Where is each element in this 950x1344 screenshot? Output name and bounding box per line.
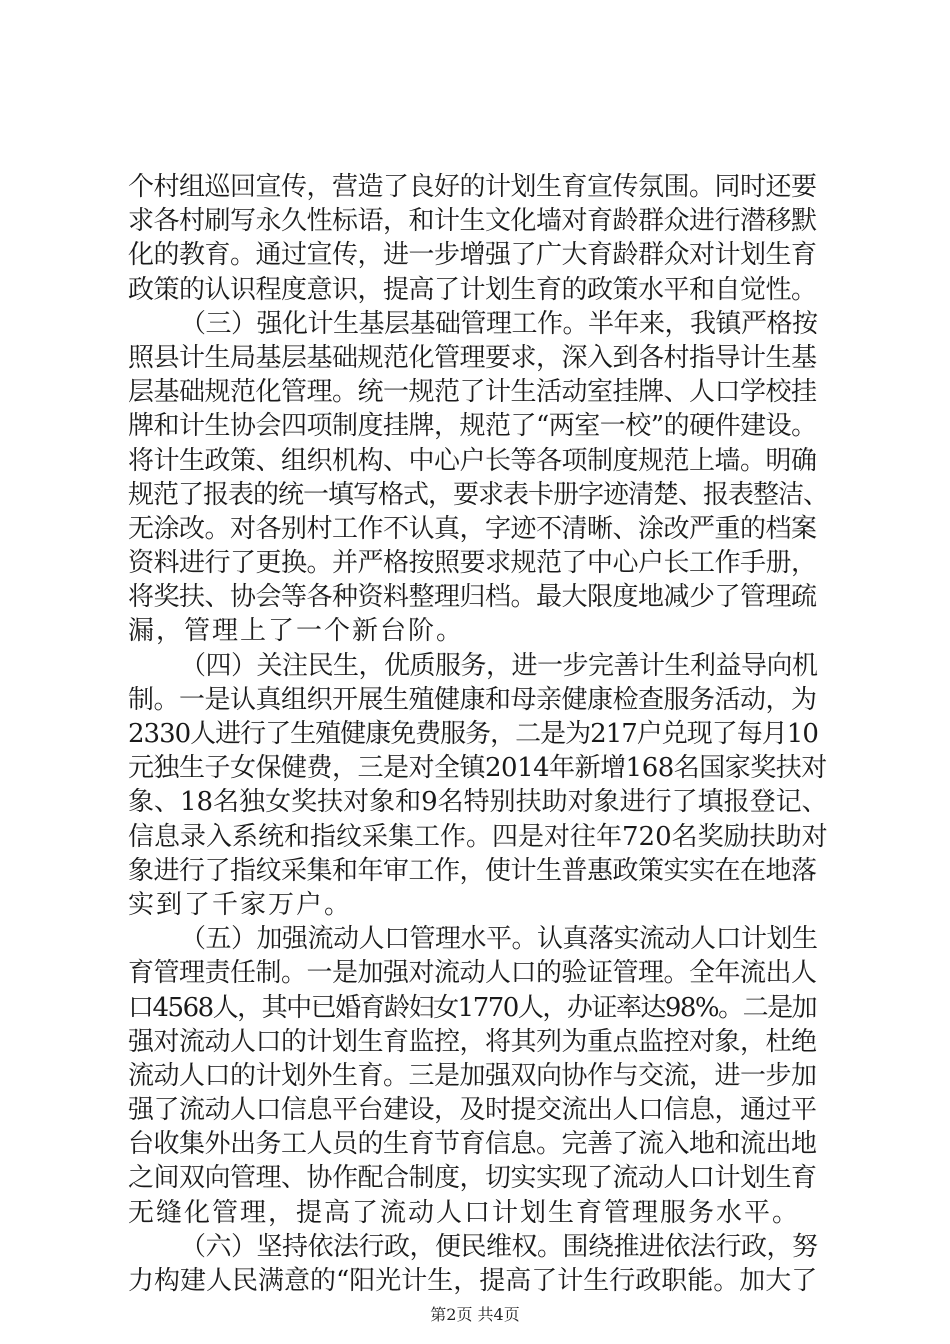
text-line: 力构建人民满意的“阳光计生，提高了计生行政职能。加大了 xyxy=(128,1266,818,1296)
text-line: 无缝化管理，提高了流动人口计划生育管理服务水平。 xyxy=(128,1197,801,1228)
text-line: 2330人进行了生殖健康免费服务，二是为217户兑现了每月10 xyxy=(128,719,818,749)
text-line: 层基础规范化管理。统一规范了计生活动室挂牌、人口学校挂 xyxy=(128,377,817,408)
text-line: 政策的认识程度意识，提高了计划生育的政策水平和自觉性。 xyxy=(128,274,817,305)
text-line: 育管理责任制。一是加强对流动人口的验证管理。全年流出人 xyxy=(128,958,817,989)
text-line: 资料进行了更换。并严格按照要求规范了中心户长工作手册， xyxy=(128,548,817,579)
text-line: （四）关注民生，优质服务，进一步完善计生利益导向机 xyxy=(180,650,818,681)
text-line: 象、18名独女奖扶对象和9名特别扶助对象进行了填报登记、 xyxy=(128,787,828,818)
text-line: 强了流动人口信息平台建设，及时提交流出人口信息，通过平 xyxy=(128,1095,817,1126)
text-line: 将奖扶、协会等各种资料整理归档。最大限度地减少了管理疏 xyxy=(128,582,817,613)
text-line: 规范了报表的统一填写格式，要求表卡册字迹清楚、报表整洁、 xyxy=(128,479,828,510)
page-number: 第2页 共4页 xyxy=(430,1305,520,1324)
text-line: （三）强化计生基层基础管理工作。半年来，我镇严格按 xyxy=(180,308,818,339)
text-line: 象进行了指纹采集和年审工作，使计生普惠政策实实在在地落 xyxy=(128,855,817,886)
text-line: 流动人口的计划外生育。三是加强双向协作与交流，进一步加 xyxy=(128,1060,817,1091)
text-line: 照县计生局基层基础规范化管理要求，深入到各村指导计生基 xyxy=(128,342,817,373)
text-line: 口4568人，其中已婚育龄妇女1770人，办证率达98%。二是加 xyxy=(128,992,817,1023)
text-line: 之间双向管理、协作配合制度，切实实现了流动人口计划生育 xyxy=(128,1163,817,1194)
text-line: 台收集外出务工人员的生育节育信息。完善了流入地和流出地 xyxy=(128,1129,817,1160)
text-line: 信息录入系统和指纹采集工作。四是对往年720名奖励扶助对 xyxy=(128,821,828,852)
text-line: 求各村刷写永久性标语，和计生文化墙对育龄群众进行潜移默 xyxy=(128,206,817,237)
text-line: （五）加强流动人口管理水平。认真落实流动人口计划生 xyxy=(180,924,818,955)
text-line: 强对流动人口的计划生育监控，将其列为重点监控对象，杜绝 xyxy=(128,1026,817,1057)
text-line: 个村组巡回宣传，营造了良好的计划生育宣传氛围。同时还要 xyxy=(128,172,817,202)
text-line: （六）坚持依法行政，便民维权。围绕推进依法行政，努 xyxy=(180,1231,818,1262)
page-footer xyxy=(0,1302,950,1325)
text-line: 无涂改。对各别村工作不认真，字迹不清晰、涂改严重的档案 xyxy=(128,513,817,544)
text-line: 牌和计生协会四项制度挂牌，规范了“两室一校”的硬件建设。 xyxy=(128,411,817,442)
text-line: 制。一是认真组织开展生殖健康和母亲健康检查服务活动，为 xyxy=(128,684,817,715)
text-line: 实到了千家万户。 xyxy=(128,889,353,920)
text-line: 将计生政策、组织机构、中心户长等各项制度规范上墙。明确 xyxy=(128,445,817,476)
text-line: 元独生子女保健费，三是对全镇2014年新增168名国家奖扶对 xyxy=(128,753,827,784)
document-body xyxy=(128,170,828,1298)
text-line: 漏，管理上了一个新台阶。 xyxy=(128,616,465,647)
text-line: 化的教育。通过宣传，进一步增强了广大育龄群众对计划生育 xyxy=(128,240,817,271)
